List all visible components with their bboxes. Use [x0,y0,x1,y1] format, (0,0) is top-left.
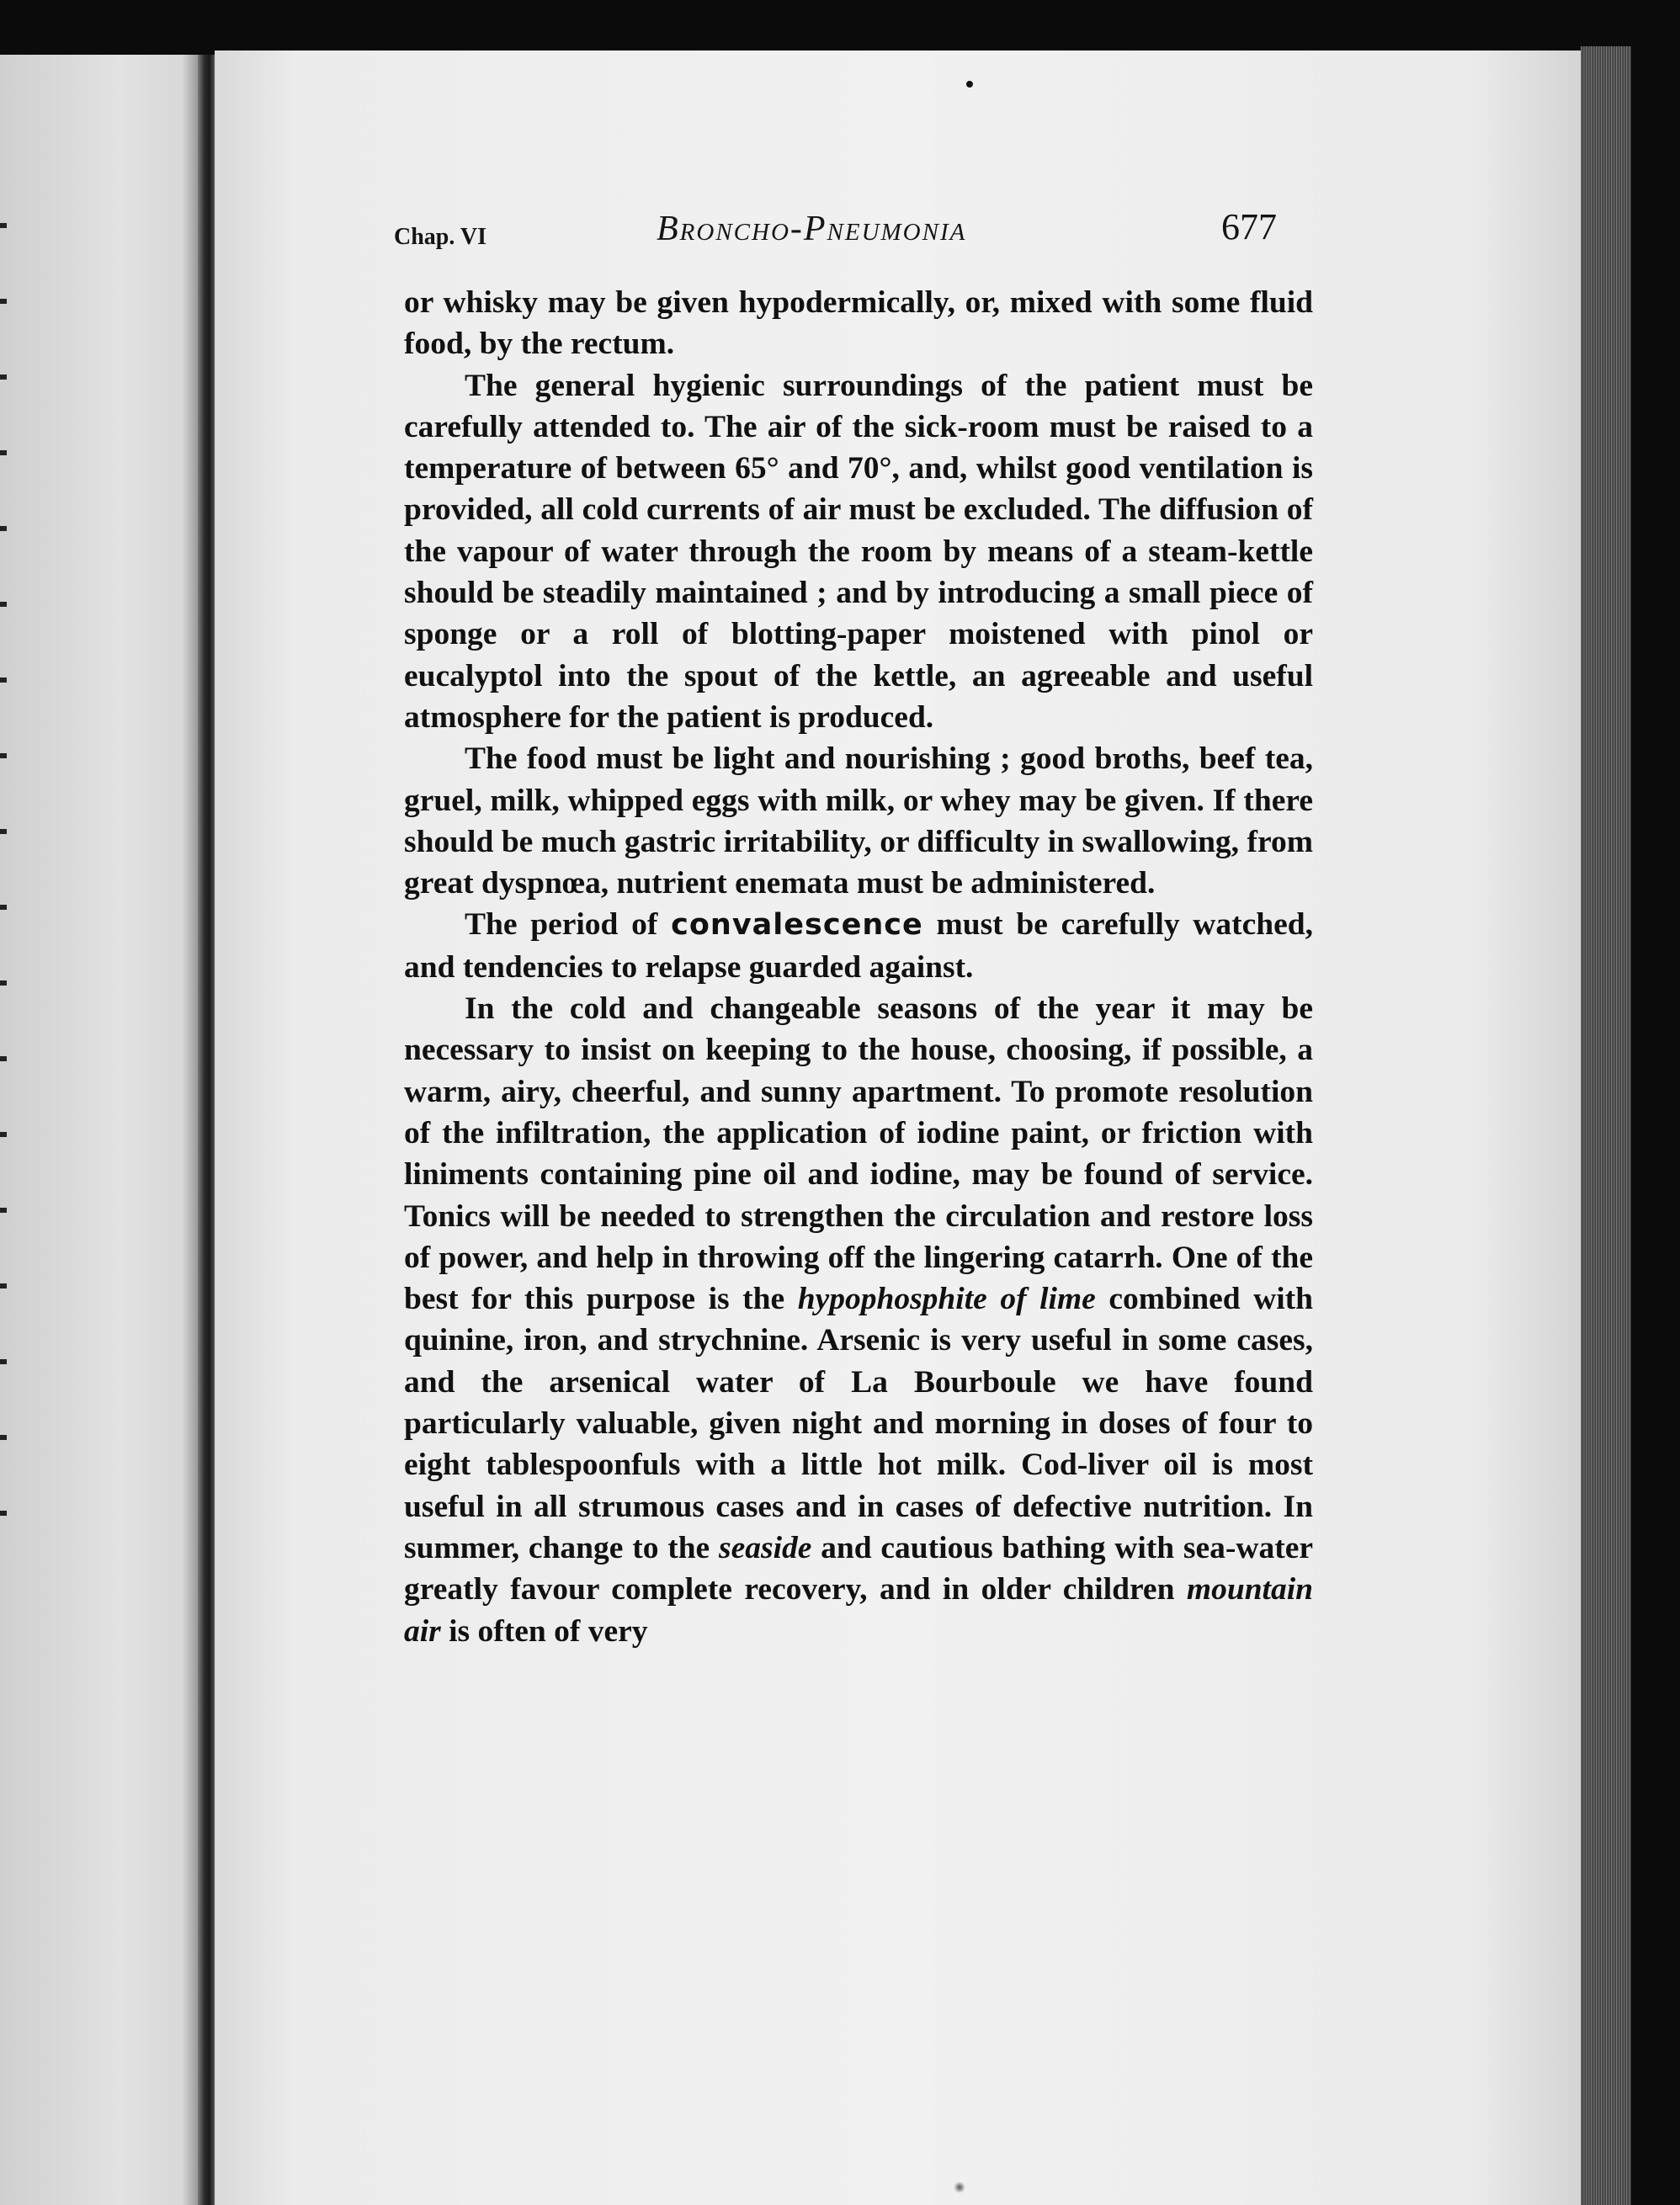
italic-run: seaside [718,1530,812,1565]
running-header [394,202,1278,252]
text-run: The general hygienic surroundings of the patient must be carefully attended to. The air of the sick-room must be raised to a temperature of between 65° and 70°, and, whilst good ventilation is provided, all cold currents of air must be excluded. The diffusion of the vapour of water through the room by means of a steam-kettle should be steadily maintained ; and by introducing a small piece of sponge or a roll of blotting-paper moistened with pinol or eucalyptol into the spout of the kettle, an agreeable and useful atmosphere for the patient is produced. [404,368,1313,735]
paragraph [404,738,1313,904]
text-run: and cautious bathing with sea-water greatly favour complete recovery, and in older children [404,1530,1313,1607]
paragraph [404,282,1313,365]
facing-page-left [0,55,198,2205]
text-run: The food must be light and nourishing ; good broths, beef tea, gruel, milk, whipped eggs with milk, or whey may be given. If there should be much gastric irritability, or difficulty in swallowing, from great dyspnœa, nutrient enemata must be administered. [404,741,1313,901]
page-number: 677 [1221,206,1277,247]
text-run: is often of very [440,1613,648,1649]
scan-speck-bottom [954,2181,965,2193]
text-run: combined with quinine, iron, and strychnine. Arsenic is very useful in some cases, and the arsenical water of La Bourboule we have found particularly valuable, given night and morning in doses of four to eight tablespoonfuls with a little hot milk. Cod-liver oil is most useful in all strumous cases and in cases of defective nutrition. In summer, change to the [404,1282,1313,1565]
emphasis-run: convalescence [671,908,923,943]
text-run: In the cold and changeable seasons of the year it may be necessary to insist on keeping to the house, choosing, if possible, a warm, airy, cheerful, and sunny apartment. To promote resolution of the infiltration, the application of iodine paint, or friction with liniments containing pine oil and iodine, may be found of service. Tonics will be needed to strengthen the circulation and restore loss of power, and help in throwing off the lingering catarrh. One of the best for this purpose is the [404,991,1313,1317]
facing-page-edge-marks [0,223,7,1570]
text-run: or whisky may be given hypodermically, or, mixed with some fluid food, by the rectum. [404,285,1313,362]
body-text [404,282,1313,1652]
scan-speck [966,81,973,88]
italic-run: mountain air [404,1572,1313,1649]
running-title: Broncho-Pneumonia [657,210,967,248]
chapter-label: Chap. VI [394,224,486,250]
italic-run: hypophosphite of lime [797,1282,1096,1317]
paragraph [404,365,1313,739]
page-edge-stack [1581,46,1631,2205]
paragraph [404,988,1313,1652]
text-run: The period of [465,907,672,943]
book-gutter [198,55,215,2205]
text-run: must be carefully watched, and tendencies to relapse guarded against. [404,907,1314,985]
paragraph [404,904,1313,988]
